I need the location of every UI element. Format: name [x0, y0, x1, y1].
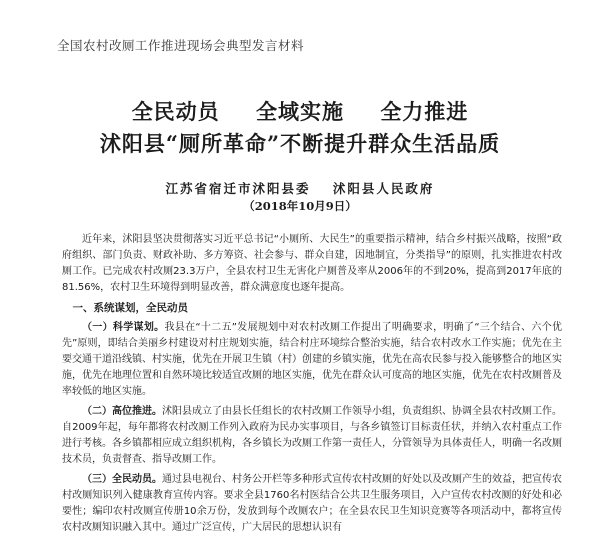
paragraph-mobilization-lead: （三）全民动员。	[82, 474, 162, 485]
paragraph-mobilization-text: 通过县电视台、村务公开栏等多种形式宣传农村改厕的好处以及改厕产生的效益，把宣传农村改厕知识列入健康教育宣传内容。要求全县1760名村医结合公共卫生服务项目，入户宣传农村改厕的好处和必要性；编印农村改厕宣传册10余万份，发放到每个改厕农户；在全县农民卫生知识竞赛等各项活动中，都将宣传农村改厕知识融入其中。通过广泛宣传，广大居民的思想认识有	[62, 474, 562, 533]
author-county-committee: 江苏省宿迁市沭阳县委	[165, 181, 311, 196]
body-text	[62, 232, 562, 540]
speech-date: （2018年10月9日）	[243, 199, 357, 213]
paragraph-planning	[62, 320, 562, 400]
intro-paragraph: 近年来，沭阳县坚决贯彻落实习近平总书记“小厕所、大民生”的重要指示精神，结合乡村振兴战略，按照“政府组织、部门负责、财政补助、多方筹资、社会参与、群众自建，因地制宜，分类指导”的原则，扎实推进农村改厕工作。已完成农村改厕23.3万户，全县农村卫生无害化户厕普及率从2006年的不到20%，提高到2017年底的81.56%，农村卫生环境得到明显改善，群众满意度也逐年提高。	[62, 234, 562, 293]
running-head: 全国农村改厕工作推进现场会典型发言材料	[57, 38, 305, 53]
paragraph-planning-lead: （一）科学谋划。	[82, 322, 165, 333]
author-county-government: 沭阳县人民政府	[332, 181, 435, 196]
section-heading-1: 一、系统谋划，全民动员	[72, 302, 188, 314]
paragraph-promotion-text: 沭阳县成立了由县长任组长的农村改厕工作领导小组，负责组织、协调全县农村改厕工作。自2009年起，每年都将农村改厕工作列入政府为民办实事项目，与各乡镇签订目标责任状，并纳入农村重点工作进行考核。各乡镇都相应成立组织机构，各乡镇长为改厕工作第一责任人，分管领导为具体责任人，明确一名改厕技术员，负责督查、指导改厕工作。	[62, 406, 562, 465]
paragraph-promotion	[62, 404, 562, 468]
main-title-line-1	[0, 96, 600, 126]
main-title-line-2: 沭阳县“厕所革命”不断提升群众生活品质	[99, 131, 501, 156]
paragraph-promotion-lead: （二）高位推进。	[82, 406, 162, 417]
title-phrase-3: 全力推进	[380, 99, 469, 124]
authors	[0, 179, 600, 197]
paragraph-mobilization	[62, 472, 562, 536]
paragraph-planning-text: 我县在“十二五”发展规划中对农村改厕工作提出了明确要求，明确了“三个结合、六个优先”原则，即结合美丽乡村建设对村庄规划实施，结合村庄环境综合整治实施，结合农村改水工作实施；优先在主要交通干道沿线镇、村实施，优先在开展卫生镇（村）创建的乡镇实施，优先在高农民参与投入能够整合的地区实施，优先在地理位置和自然环境比较适宜改厕的地区实施，优先在群众认可度高的地区实施，优先在农村改厕普及率较低的地区实施。	[62, 322, 563, 397]
title-phrase-1: 全民动员	[131, 99, 220, 124]
title-phrase-2: 全域实施	[256, 99, 344, 124]
